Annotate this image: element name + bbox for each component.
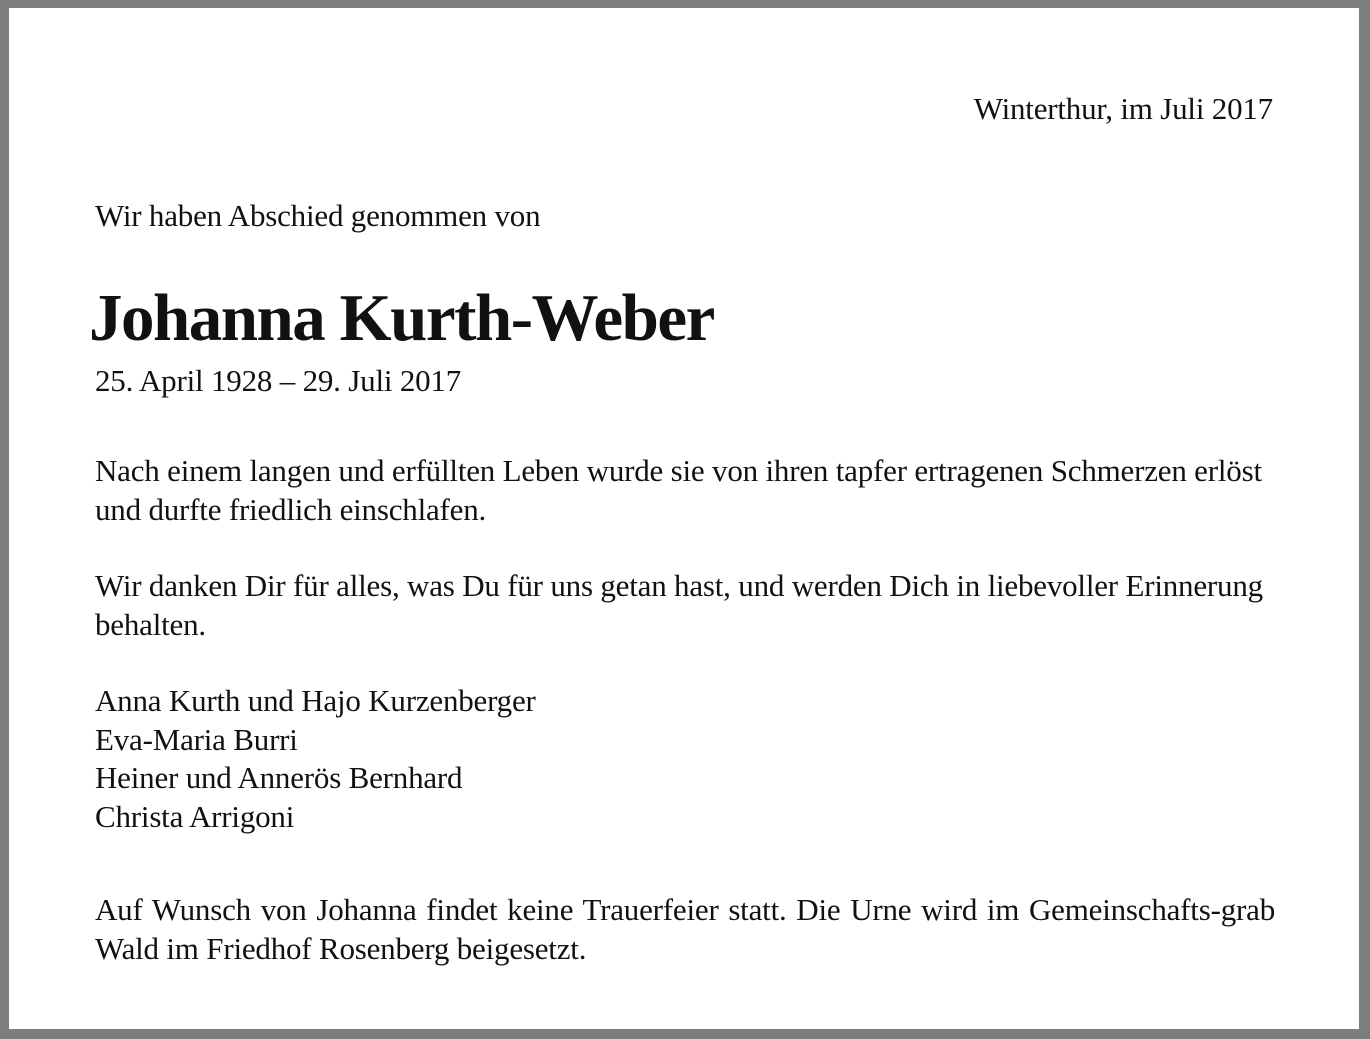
obituary-page — [9, 8, 1359, 1029]
mourner-name: Anna Kurth und Hajo Kurzenberger — [95, 683, 536, 718]
mourners-list — [95, 682, 536, 836]
deceased-name: Johanna Kurth-Weber — [89, 281, 714, 355]
mourner-name: Christa Arrigoni — [95, 798, 295, 834]
paragraph-farewell: Nach einem langen und erfüllten Leben wurde sie von ihren tapfer ertragenen Schmerzen erlöst und durfte friedlich einschlafen. — [95, 453, 1262, 527]
paragraph-burial-info: Auf Wunsch von Johanna findet keine Trauerfeier statt. Die Urne wird im Gemeinschafts-grab Wald im Friedhof Rosenberg beigesetzt. — [95, 892, 1275, 966]
paragraph-thanks: Wir danken Dir für alles, was Du für uns getan hast, und werden Dich in liebevoller Erinnerung behalten. — [95, 568, 1263, 642]
life-dates: 25. April 1928 – 29. Juli 2017 — [95, 363, 462, 398]
mourner-name: Eva-Maria Burri — [95, 721, 298, 757]
intro-line: Wir haben Abschied genommen von — [95, 198, 541, 233]
place-date: Winterthur, im Juli 2017 — [973, 91, 1273, 126]
mourner-name: Heiner und Annerös Bernhard — [95, 760, 463, 795]
